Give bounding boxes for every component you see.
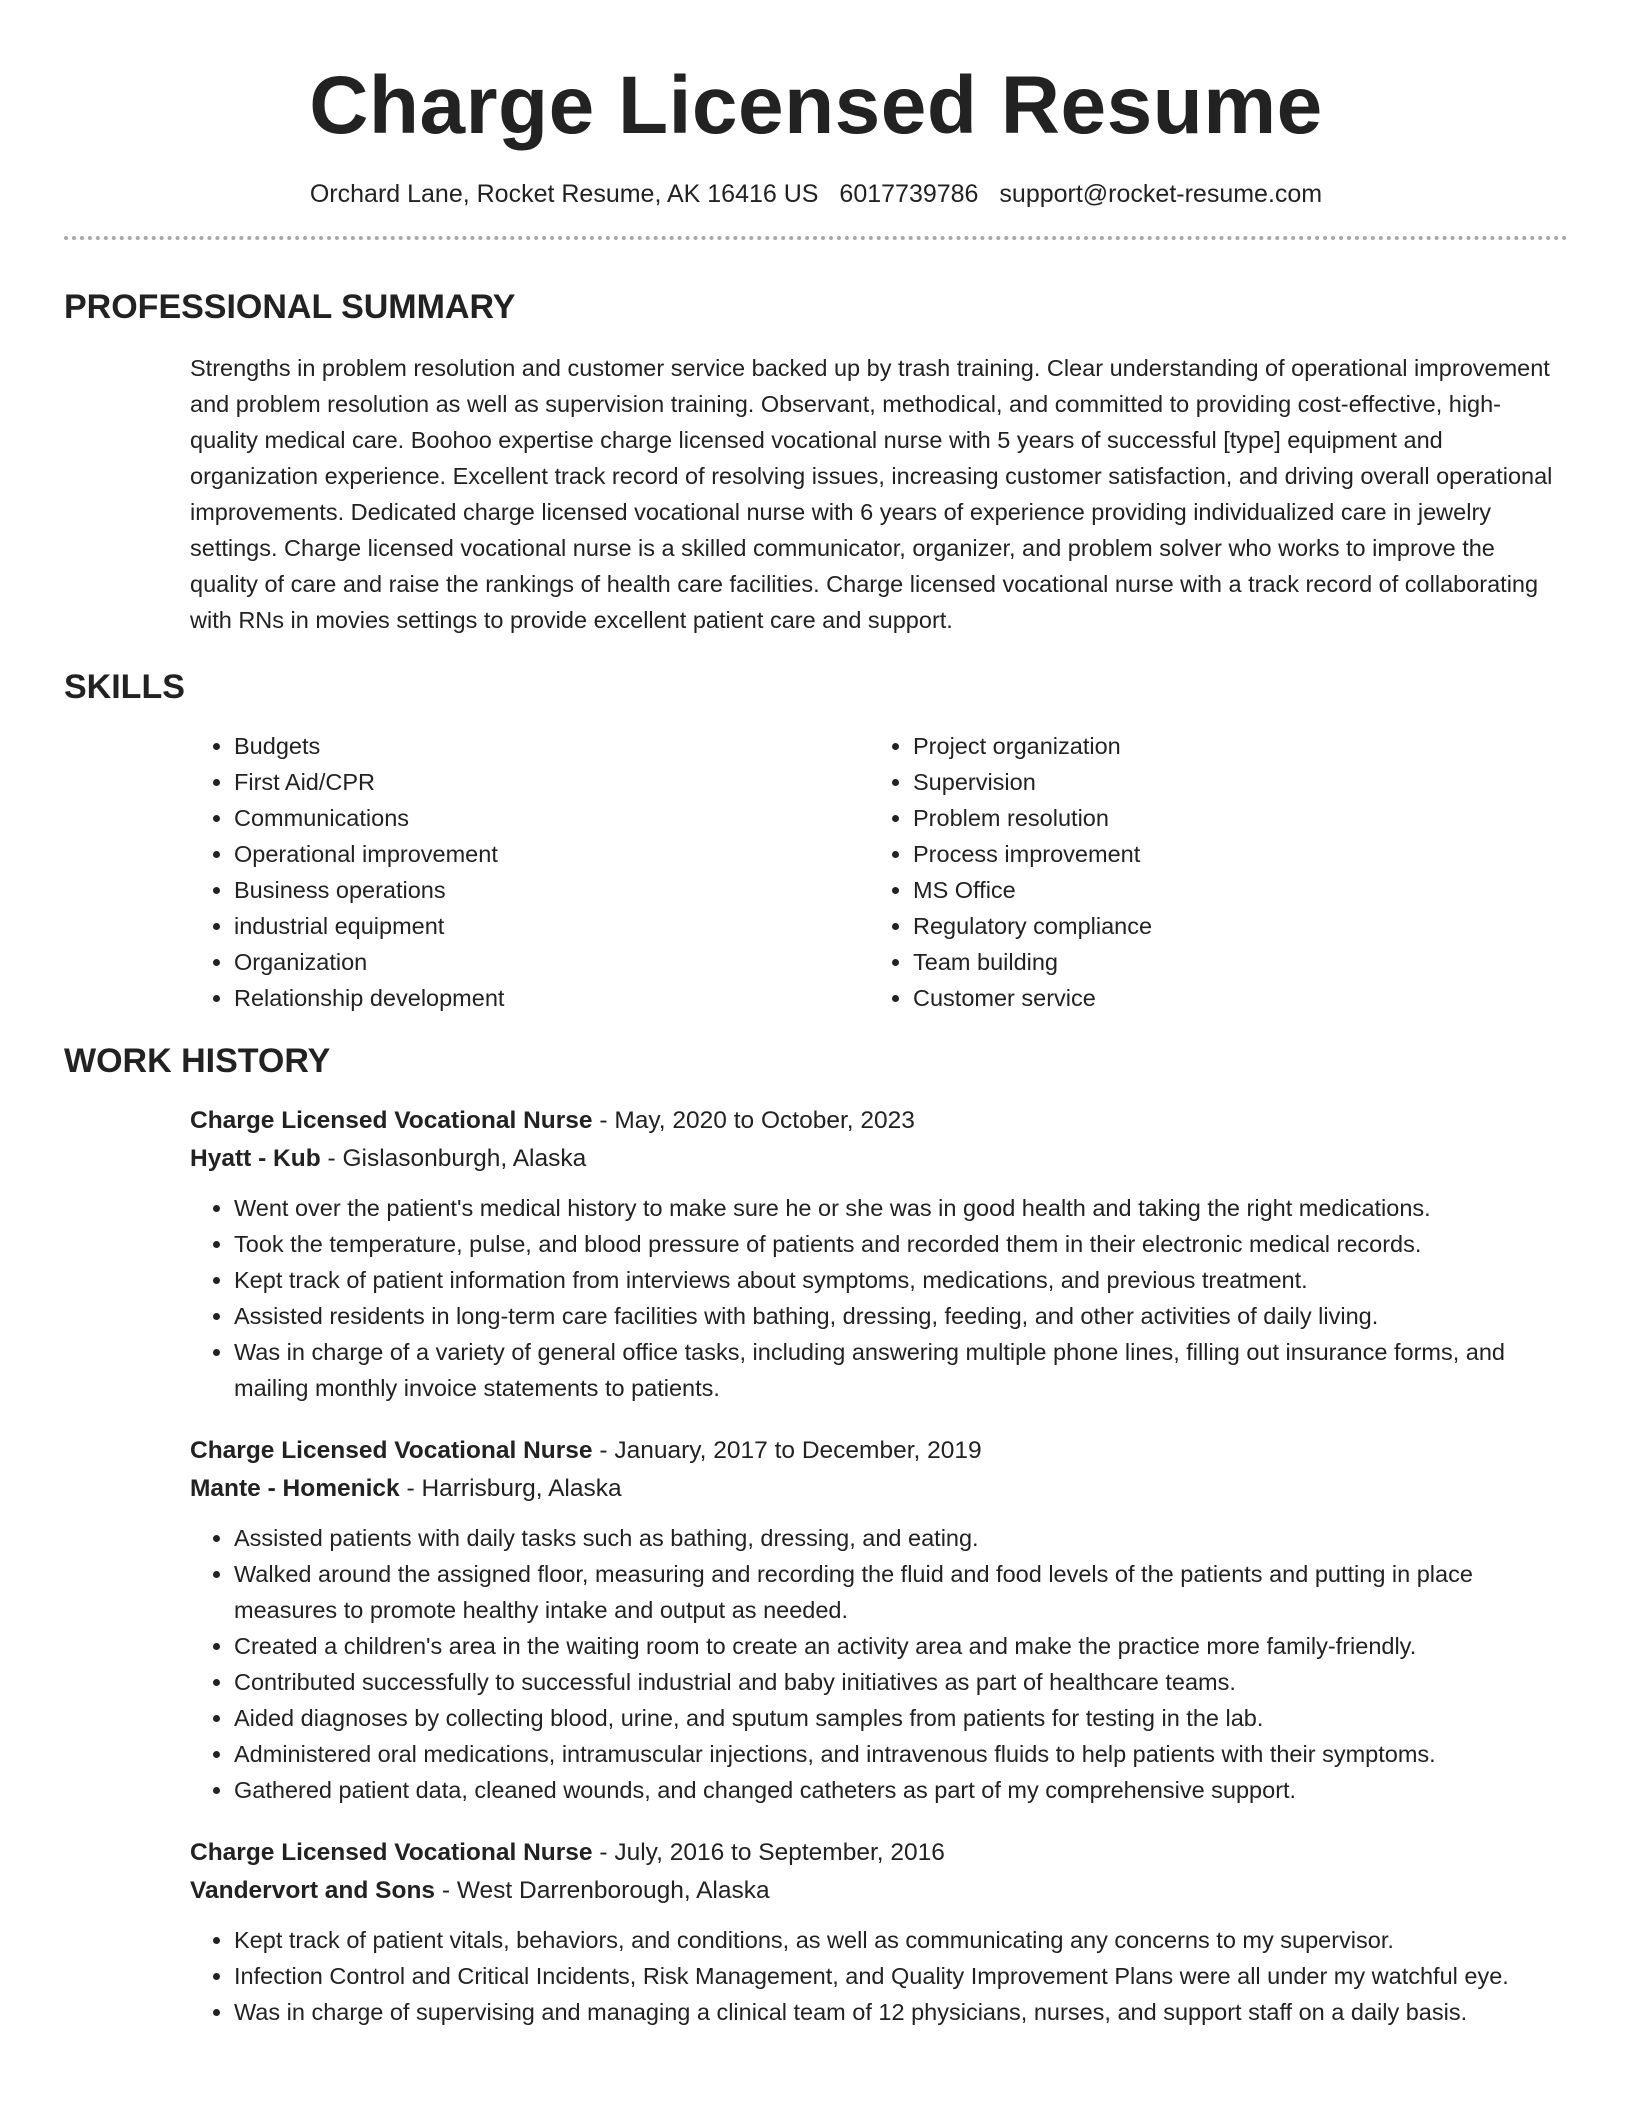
job-location: Harrisburg, Alaska bbox=[421, 1475, 622, 1502]
job-dates: July, 2016 to September, 2016 bbox=[614, 1839, 945, 1866]
job-duty: • Administered oral medications, intramuscular injections, and intravenous fluids to help patients with their symptoms. bbox=[234, 1736, 1568, 1772]
skill-item: • Project organization bbox=[913, 728, 1548, 764]
resume-page bbox=[64, 0, 1568, 2056]
skill-item: • Operational improvement bbox=[234, 836, 869, 872]
job-title: Charge Licensed Vocational Nurse bbox=[190, 1107, 593, 1134]
professional-summary-heading: PROFESSIONAL SUMMARY bbox=[64, 288, 516, 326]
job-company-line: Mante - Homenick - Harrisburg, Alaska bbox=[190, 1475, 622, 1502]
skills-columns bbox=[190, 728, 1568, 1016]
job-duty: • Created a children's area in the waiting room to create an activity area and make the practice more family-friendly. bbox=[234, 1628, 1568, 1664]
skill-item: • industrial equipment bbox=[234, 908, 869, 944]
skill-item: • Communications bbox=[234, 800, 869, 836]
job-duty: • Was in charge of a variety of general office tasks, including answering multiple phone lines, filling out insurance forms, and mailing monthly invoice statements to patients. bbox=[234, 1334, 1568, 1406]
job-duty: • Gathered patient data, cleaned wounds, and changed catheters as part of my comprehensive support. bbox=[234, 1772, 1568, 1808]
skill-item: • First Aid/CPR bbox=[234, 764, 869, 800]
skills-list-left bbox=[190, 728, 869, 1016]
job-duty: • Took the temperature, pulse, and blood pressure of patients and recorded them in their electronic medical records. bbox=[234, 1226, 1568, 1262]
skill-item: • Regulatory compliance bbox=[913, 908, 1548, 944]
job-duties bbox=[190, 1520, 1568, 1808]
job-entry bbox=[190, 1834, 1568, 2030]
job-company-line: Vandervort and Sons - West Darrenborough, Alaska bbox=[190, 1877, 770, 1904]
job-company: Hyatt - Kub bbox=[190, 1145, 321, 1172]
job-title-line: Charge Licensed Vocational Nurse - July, 2016 to September, 2016 bbox=[190, 1839, 945, 1866]
professional-summary-section bbox=[64, 286, 1568, 638]
job-entry bbox=[190, 1432, 1568, 1808]
header-divider bbox=[64, 236, 1568, 240]
job-title-line: Charge Licensed Vocational Nurse - May, 2020 to October, 2023 bbox=[190, 1107, 915, 1134]
skill-item: • Process improvement bbox=[913, 836, 1548, 872]
job-duties bbox=[190, 1922, 1568, 2030]
skill-item: • Supervision bbox=[913, 764, 1548, 800]
job-title-line: Charge Licensed Vocational Nurse - January, 2017 to December, 2019 bbox=[190, 1437, 982, 1464]
work-history-section bbox=[64, 1040, 1568, 2030]
skill-item: • Business operations bbox=[234, 872, 869, 908]
job-title: Charge Licensed Vocational Nurse bbox=[190, 1839, 593, 1866]
job-duty: • Assisted residents in long-term care facilities with bathing, dressing, feeding, and other activities of daily living. bbox=[234, 1298, 1568, 1334]
contact-address: Orchard Lane, Rocket Resume, AK 16416 US bbox=[309, 180, 819, 208]
contact-email: support@rocket-resume.com bbox=[999, 180, 1323, 208]
contact-phone: 6017739786 bbox=[839, 180, 979, 208]
job-location: West Darrenborough, Alaska bbox=[456, 1877, 770, 1904]
skill-item: • MS Office bbox=[913, 872, 1548, 908]
job-duty: • Contributed successfully to successful industrial and baby initiatives as part of healthcare teams. bbox=[234, 1664, 1568, 1700]
job-list bbox=[190, 1102, 1568, 2030]
job-duty: • Kept track of patient vitals, behaviors, and conditions, as well as communicating any concerns to my supervisor. bbox=[234, 1922, 1568, 1958]
job-location: Gislasonburgh, Alaska bbox=[342, 1145, 587, 1172]
skill-item: • Problem resolution bbox=[913, 800, 1548, 836]
skill-item: • Budgets bbox=[234, 728, 869, 764]
job-duties bbox=[190, 1190, 1568, 1406]
skill-item: • Customer service bbox=[913, 980, 1548, 1016]
job-company-line: Hyatt - Kub - Gislasonburgh, Alaska bbox=[190, 1145, 587, 1172]
resume-title: Charge Licensed Resume bbox=[309, 60, 1323, 151]
job-title: Charge Licensed Vocational Nurse bbox=[190, 1437, 593, 1464]
job-duty: • Assisted patients with daily tasks such as bathing, dressing, and eating. bbox=[234, 1520, 1568, 1556]
work-history-heading: WORK HISTORY bbox=[64, 1042, 331, 1080]
job-duty: • Infection Control and Critical Incidents, Risk Management, and Quality Improvement Plans were all under my watchful eye. bbox=[234, 1958, 1568, 1994]
skills-heading: SKILLS bbox=[64, 668, 185, 706]
job-dates: May, 2020 to October, 2023 bbox=[614, 1107, 915, 1134]
skill-item: • Organization bbox=[234, 944, 869, 980]
skills-section bbox=[64, 666, 1568, 1016]
skill-item: • Relationship development bbox=[234, 980, 869, 1016]
job-company: Vandervort and Sons bbox=[190, 1877, 436, 1904]
skills-list-right bbox=[869, 728, 1548, 1016]
professional-summary-text: Strengths in problem resolution and customer service backed up by trash training. Clear understanding of operational improvement and problem resolution as well as supervision training. Observant, methodical, and committed to providing cost-effective, high-quality medical care. Boohoo expertise charge licensed vocational nurse with 5 years of successful [type] equipment and organization experience. Excellent track record of resolving issues, increasing customer satisfaction, and driving overall operational improvements. Dedicated charge licensed vocational nurse with 6 years of experience providing individualized care in jewelry settings. Charge licensed vocational nurse is a skilled communicator, organizer, and problem solver who works to improve the quality of care and raise the rankings of health care facilities. Charge licensed vocational nurse with a track record of collaborating with RNs in movies settings to provide excellent patient care and support. bbox=[190, 355, 1553, 633]
job-entry bbox=[190, 1102, 1568, 1406]
job-dates: January, 2017 to December, 2019 bbox=[614, 1437, 982, 1464]
job-duty: • Was in charge of supervising and managing a clinical team of 12 physicians, nurses, and support staff on a daily basis. bbox=[234, 1994, 1568, 2030]
job-company: Mante - Homenick bbox=[190, 1475, 400, 1502]
job-duty: • Went over the patient's medical history to make sure he or she was in good health and taking the right medications. bbox=[234, 1190, 1568, 1226]
job-duty: • Aided diagnoses by collecting blood, urine, and sputum samples from patients for testing in the lab. bbox=[234, 1700, 1568, 1736]
job-duty: • Walked around the assigned floor, measuring and recording the fluid and food levels of the patients and putting in place measures to promote healthy intake and output as needed. bbox=[234, 1556, 1568, 1628]
contact-line bbox=[64, 178, 1568, 210]
job-duty: • Kept track of patient information from interviews about symptoms, medications, and previous treatment. bbox=[234, 1262, 1568, 1298]
skill-item: • Team building bbox=[913, 944, 1548, 980]
